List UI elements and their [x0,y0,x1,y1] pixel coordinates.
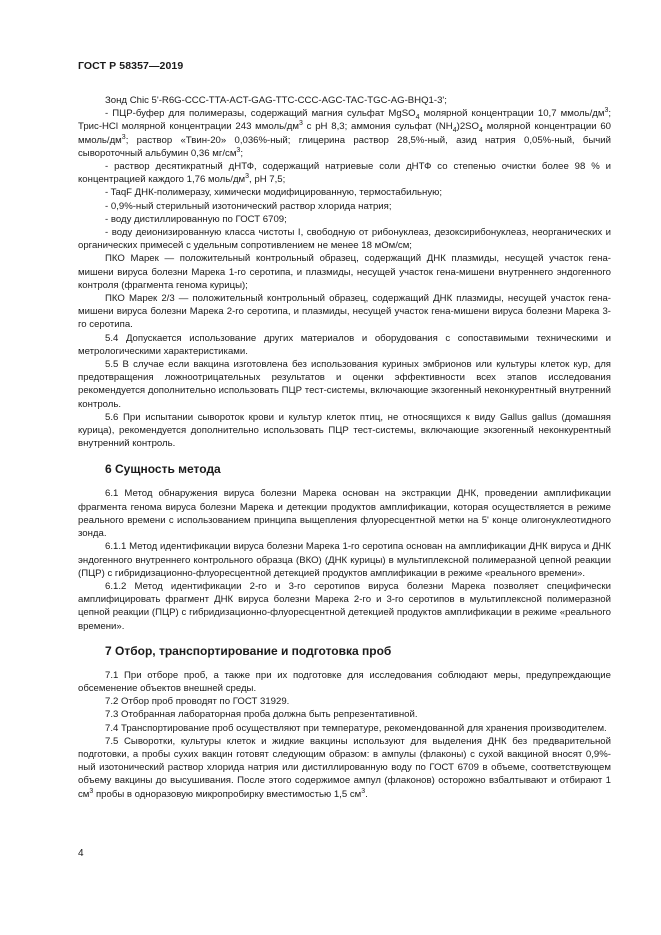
clause-6-1-2: 6.1.2 Метод идентификации 2-го и 3-го серотипов вируса болезни Марека позволяет специфически амплифицировать фрагмент ДНК вируса болезни Марека 2-го и 3-го серотипов в мультиплексной полимеразной цепной реакции (ПЦР) с гибридизационно-флуоресцентной детекцией продуктов амплификации в режиме «реального времени». [78,580,611,632]
standard-header: ГОСТ Р 58357—2019 [78,60,184,72]
probe-paragraph: Зонд Chic 5'-R6G-CCC-TTA-ACT-GAG-TTC-CCC-AGC-TAC-TGC-AG-BHQ1-3'; [105,95,447,106]
clause-7-5: 7.5 Сыворотки, культуры клеток и жидкие вакцины используют для выделения ДНК без предварительной подготовки, а пробы сухих вакцин готовят следующим образом: в ампулы (флаконы) с сухой вакциной вносят 0,9%-ный изотонический раствор хлорида натрия или дистиллированную воду по ГОСТ 6709 в объеме, соответствующем объему вакцины до высушивания. После этого содержимое ампул (флаконов) осторожно взбалтывают и отбирают 1 $см^3$ пробы в одноразовую микропробирку вместимостью 1,5 $см^3$. [78,735,611,800]
clause-7-3: 7.3 Отобранная лабораторная проба должна быть репрезентативной. [105,709,418,721]
taqf-item: - TaqF ДНК-полимеразу, химически модифицированную, термостабильную; [105,187,442,199]
page-number: 4 [78,848,84,859]
pko-marek-paragraph: ПКО Марек — положительный контрольный образец, содержащий ДНК плазмиды, несущей участок гена-мишени вируса болезни Марека 1-го серотипа, и плазмиды, несущей участок гена-мишени внутреннего эндогенного контроля (фрагмента генома курицы); [78,253,611,291]
clause-7-2: 7.2 Отбор проб проводят по ГОСТ 31929. [105,696,290,708]
document-body [78,94,611,801]
pko-marek-23-paragraph: ПКО Марек 2/3 — положительный контрольный образец, содержащий ДНК плазмиды, несущей участок гена-мишени вируса болезни Марека 2-го серотипа, и плазмиды, несущей участок гена-мишени вируса болезни Марека 3-го серотипа. [78,293,611,331]
section-6-heading: 6 Сущность метода [105,462,221,477]
clause-7-4: 7.4 Транспортирование проб осуществляют при температуре, рекомендованной для хранения производителем. [105,722,607,734]
distilled-water-item: - воду дистиллированную по ГОСТ 6709; [105,213,287,225]
clause-7-1: 7.1 При отборе проб, а также при их подготовке для исследования соблюдают меры, предупреждающие обсеменение объектов внешней среды. [78,669,611,694]
clause-6-1-1: 6.1.1 Метод идентификации вируса болезни Марека 1-го серотипа основан на амплификации ДНК вируса и ДНК эндогенного внутреннего контрольного образца (ВКО) (ДНК курицы) в мультиплексной полимеразной цепной реакции (ПЦР) с гибридизационно-флуоресцентной детекцией продуктов амплификации в режиме «реального времени». [78,541,611,579]
dntp-item: - раствор десятикратный дНТФ, содержащий натриевые соли дНТФ со степенью очистки более 98 % и концентрацией каждого 1,76 моль/$дм^3$, pH 7,5; [78,161,611,186]
section-7-heading: 7 Отбор, транспортирование и подготовка проб [105,643,392,658]
deionized-water-item: - воду деионизированную класса чистоты I, свободную от рибонуклеаз, дезоксирибонуклеаз, неорганических и органических примесей с удельным сопротивлением не менее 18 мОм/см; [78,227,611,252]
nacl-item: - 0,9%-ный стерильный изотонический раствор хлорида натрия; [105,200,392,212]
clause-6-1: 6.1 Метод обнаружения вируса болезни Марека основан на экстракции ДНК, проведении амплификации фрагмента генома вируса болезни Марека и детекции продуктов амплификации, которая осуществляется в режиме реального времени с использованием принципа выщепления флуоресцентной метки на 5' конце олигонуклеотидного зонда. [78,488,611,540]
pcr-buffer-item: - ПЦР-буфер для полимеразы, содержащий магния сульфат MgSO$_4$ молярной концентрации 10,7 ммоль/$дм^3$; Трис-HCl молярной концентрации 243 ммоль/$дм^3$ с pH 8,3; аммония сульфат $(NH_4)2SO_4$ молярной концентрации 60 ммоль/$дм^3$; раствор «Твин-20» 0,036%-ный; глицерина раствор 28,5%-ный, азид натрия 0,05%-ный, бычий сывороточный альбумин 0,36 $мг/см^3$; [78,107,612,159]
clause-5-4: 5.4 Допускается использование других материалов и оборудования с сопоставимыми техническими и метрологическими характеристиками. [78,332,611,357]
clause-5-5: 5.5 В случае если вакцина изготовлена без использования куриных эмбрионов или культуры клеток кур, для предотвращения ложноотрицательных результатов и оценки эффективности всех этапов исследования рекомендуется дополнительно использовать ПЦР тест-системы, включающие экзогенный неконкурентный внутренний контроль. [78,359,611,410]
clause-5-6: 5.6 При испытании сывороток крови и культур клеток птиц, не относящихся к виду Gallus gallus (домашняя курица), рекомендуется дополнительно использовать ПЦР тест-системы, включающие экзогенный неконкурентный внутренний контроль. [78,411,611,450]
